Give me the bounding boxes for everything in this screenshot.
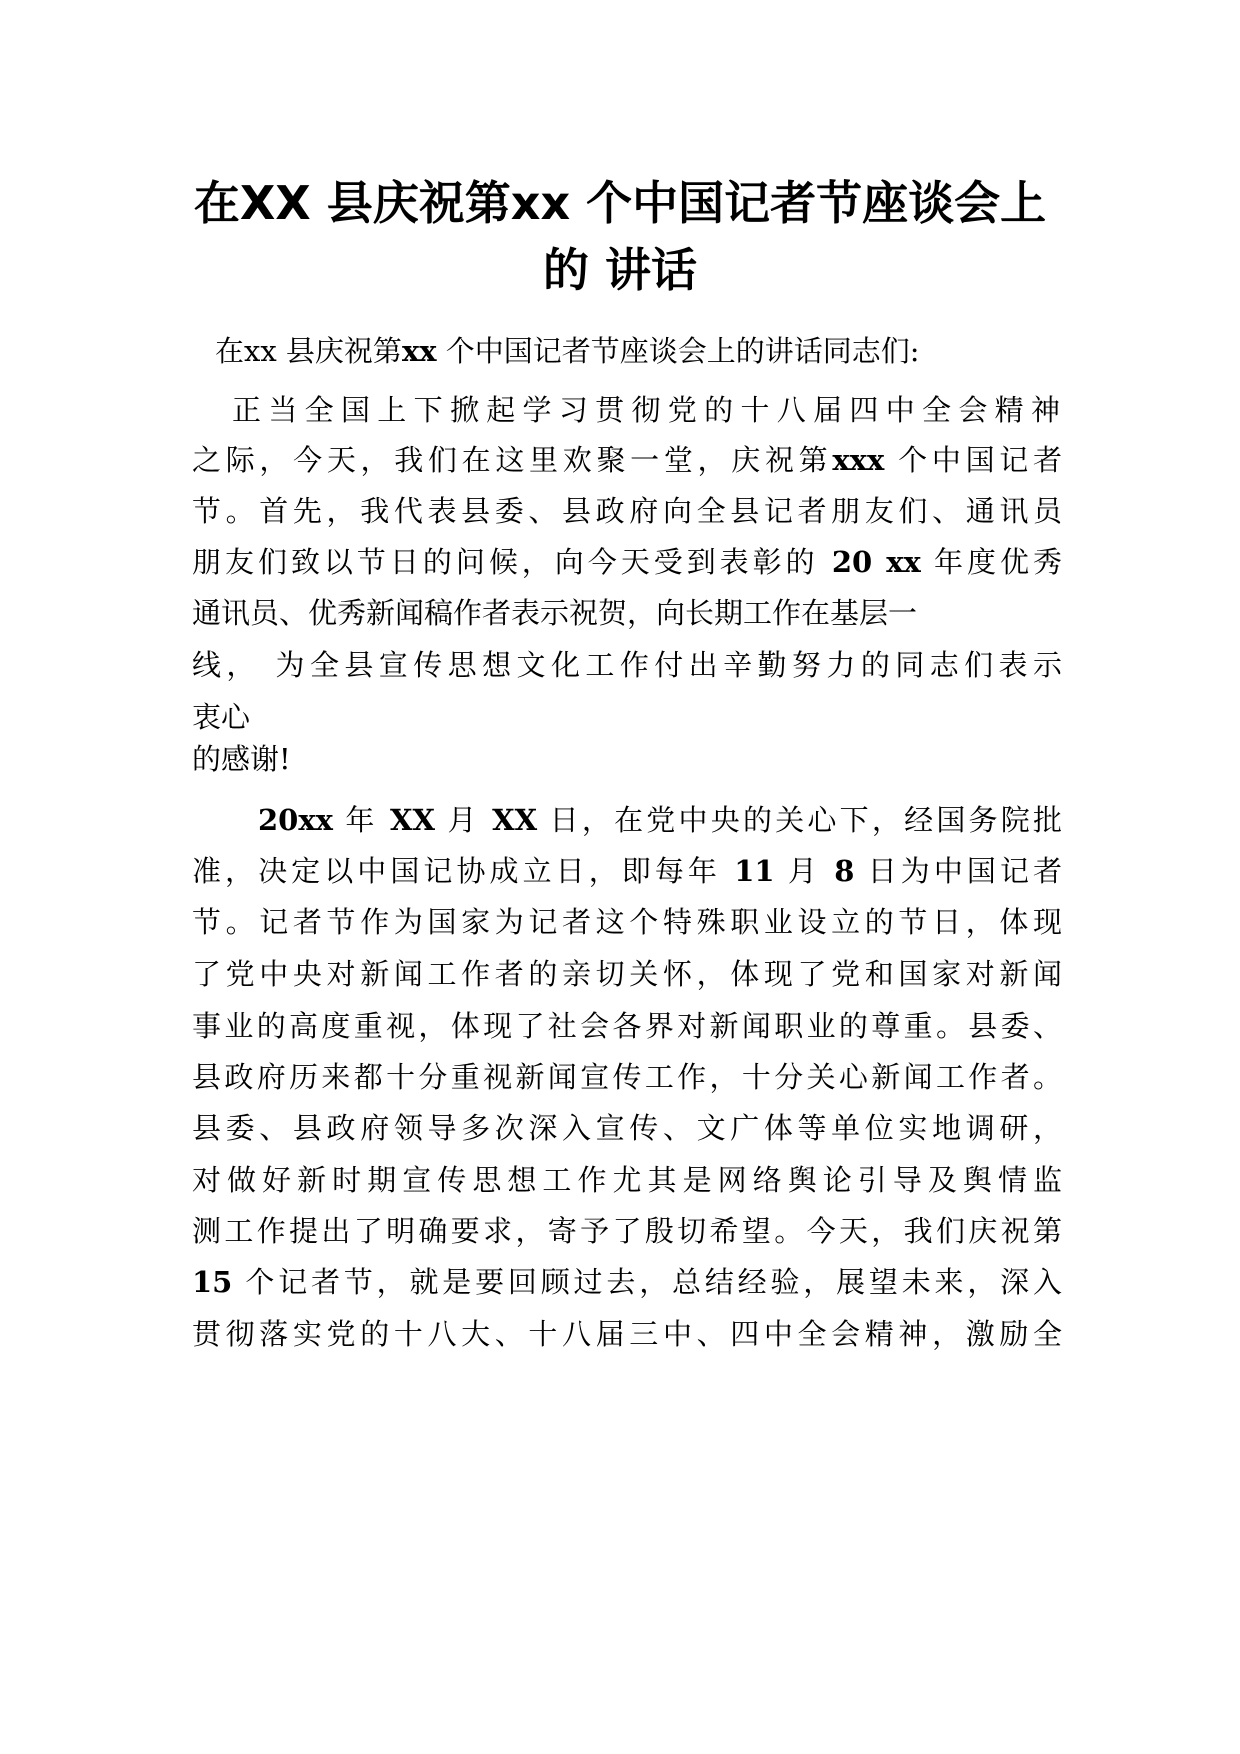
text-span: 月 bbox=[435, 803, 493, 837]
document-title-line-2: 的 讲话 bbox=[542, 243, 697, 297]
paragraph-line: 衷心 bbox=[192, 700, 251, 734]
bold-text-span: 15 bbox=[192, 1265, 233, 1299]
text-span: 日，在党中央的关心下，经国务院批 bbox=[537, 803, 1062, 837]
paragraph-line: 贯彻落实党的十八大、十八届三中、四中全会精神，激励全 bbox=[192, 1317, 1062, 1351]
bold-text-span: xxx bbox=[832, 443, 885, 477]
paragraph-line: 节。首先，我代表县委、县政府向全县记者朋友们、通讯员 bbox=[192, 494, 1062, 528]
salutation-line bbox=[215, 334, 1061, 368]
text-span: 年 bbox=[332, 803, 391, 837]
bold-text-span: XX bbox=[492, 803, 538, 837]
bold-text-span: 20xx bbox=[258, 803, 333, 837]
paragraph-line: 线， 为全县宣传思想文化工作付出辛勤努力的同志们表示 bbox=[192, 648, 1062, 682]
text-span: 月 bbox=[774, 854, 835, 888]
bold-text-span: 8 bbox=[834, 854, 855, 888]
text-span: 在xx 县庆祝第 bbox=[215, 334, 402, 368]
paragraph-line: 测工作提出了明确要求，寄予了殷切希望。今天，我们庆祝第 bbox=[192, 1214, 1062, 1248]
paragraph-line bbox=[192, 854, 1063, 888]
paragraph-line bbox=[258, 803, 1062, 837]
paragraph-line: 对做好新时期宣传思想工作尤其是网络舆论引导及舆情监 bbox=[192, 1163, 1062, 1197]
bold-text-span: 11 bbox=[734, 854, 775, 888]
bold-text-span: xx bbox=[401, 334, 437, 368]
paragraph-line: 节。记者节作为国家为记者这个特殊职业设立的节日，体现 bbox=[192, 905, 1062, 939]
paragraph-line: 县委、县政府领导多次深入宣传、文广体等单位实地调研， bbox=[192, 1111, 1062, 1145]
paragraph-line: 县政府历来都十分重视新闻宣传工作，十分关心新闻工作者。 bbox=[192, 1060, 1062, 1094]
paragraph-line bbox=[192, 443, 1062, 477]
text-span: 日为中国记者 bbox=[854, 854, 1063, 888]
paragraph-line bbox=[192, 545, 1062, 579]
bold-text-span: 20 xx bbox=[831, 545, 921, 579]
paragraph-line bbox=[192, 1265, 1062, 1299]
paragraph-line: 了党中央对新闻工作者的亲切关怀，体现了党和国家对新闻 bbox=[192, 957, 1062, 991]
text-span: 个中国记者 bbox=[884, 443, 1062, 477]
text-span: 个中国记者节座谈会上的讲话同志们: bbox=[436, 334, 920, 368]
text-span: 个记者节，就是要回顾过去，总结经验，展望未来，深入 bbox=[232, 1265, 1062, 1299]
text-span: 准，决定以中国记协成立日，即每年 bbox=[192, 854, 735, 888]
paragraph-line: 事业的高度重视，体现了社会各界对新闻职业的尊重。县委、 bbox=[192, 1009, 1062, 1043]
text-span: 朋友们致以节日的问候，向今天受到表彰的 bbox=[192, 545, 832, 579]
document-title-line-1: 在XX 县庆祝第xx 个中国记者节座谈会上 bbox=[193, 176, 1047, 230]
text-span: 之际，今天，我们在这里欢聚一堂，庆祝第 bbox=[192, 443, 833, 477]
paragraph-line: 正当全国上下掀起学习贯彻党的十八届四中全会精神 bbox=[232, 393, 1060, 427]
paragraph-line: 通讯员、优秀新闻稿作者表示祝贺，向长期工作在基层一 bbox=[192, 596, 918, 630]
paragraph-line: 的感谢! bbox=[192, 742, 291, 776]
bold-text-span: XX bbox=[390, 803, 436, 837]
text-span: 年度优秀 bbox=[920, 545, 1062, 579]
